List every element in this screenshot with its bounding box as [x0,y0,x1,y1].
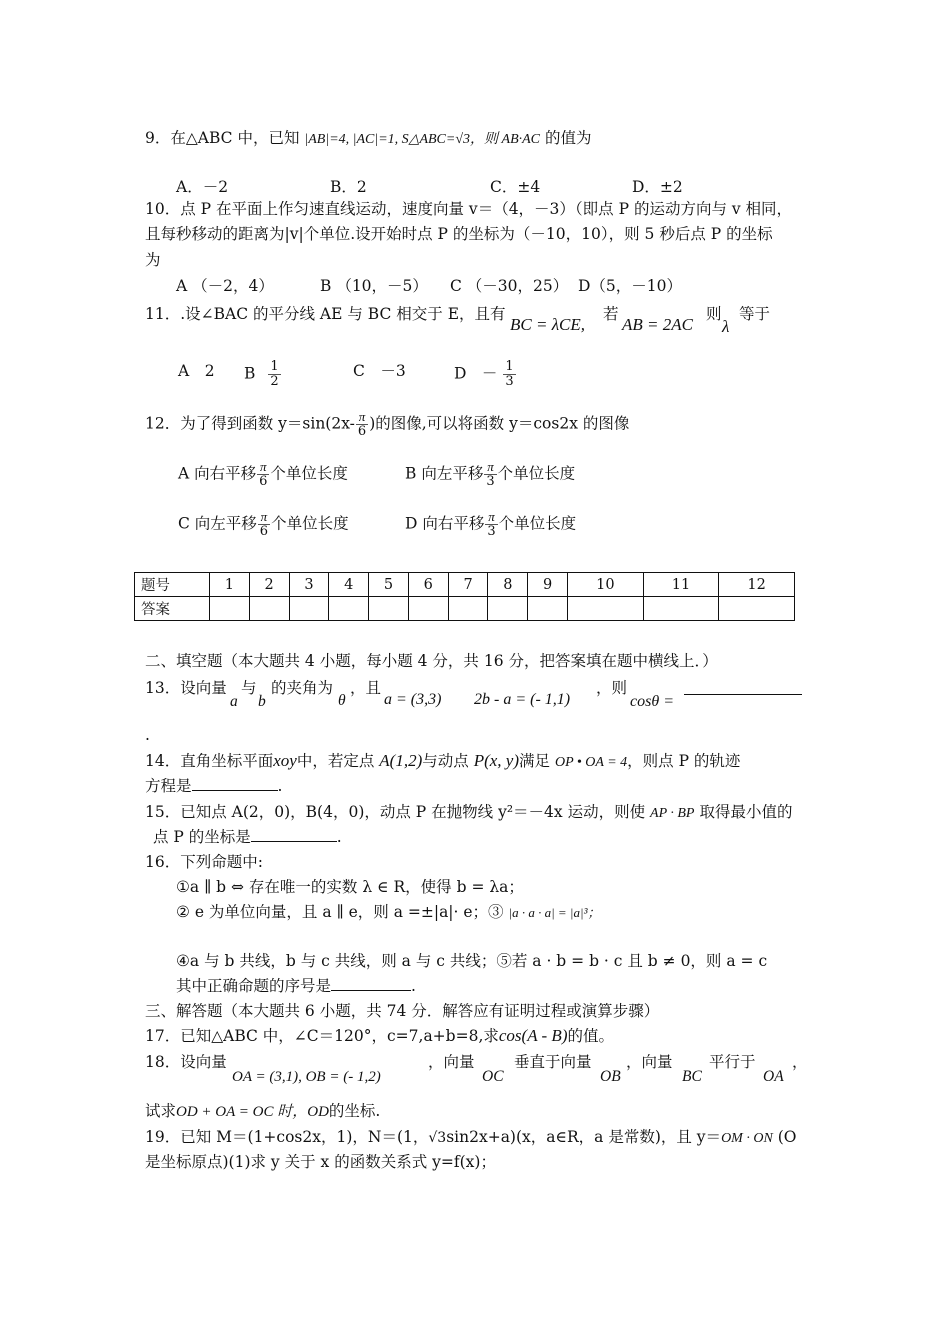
q13-theta: θ [338,692,346,709]
q11-ruo: 若 [603,305,619,323]
answer-cell[interactable] [369,597,409,621]
table-number: 8 [488,573,528,597]
answer-cell[interactable] [408,597,448,621]
q13-yu: 与 [241,679,257,697]
q18-t2: 垂直于向量 [514,1053,592,1071]
table-answer-label: 答案 [135,597,210,621]
answer-cell[interactable] [210,597,250,621]
q12-stem: 12．为了得到函数 y＝sin(2x- $\frac{\pi}{6}$ )的图像,可以将函数 y＝cos2x 的图像 [145,409,630,439]
q13-a: a [230,693,238,710]
q10-line2: 且每秒移动的距离为|v|个单位.设开始时点 P 的坐标为（－10，10），则 5 秒后点 P 的坐标 [145,225,773,243]
q11-cond1: BC = λCE, [510,315,586,334]
q11-lambda: λ [722,317,730,336]
table-number: 12 [719,573,795,597]
q15-line1: 15．已知点 A(2，0)，B(4，0)，动点 P 在抛物线 y²＝－4x 运动，则使 AP · BP 取得最小值的 [145,803,793,821]
q9-option-c: C．±4 [490,178,541,196]
q18-t5: ， [792,1053,808,1071]
q13-ze: ，则 [596,679,628,697]
q16-prop1: ①a ∥ b ⇔ 存在唯一的实数 λ ∈ R，使得 b = λa； [176,878,524,896]
table-number: 5 [369,573,409,597]
q13-cond1: a = (3,3) [384,691,442,708]
q19-line1: 19．已知 M＝(1+cos2x，1)，N＝(1，√3sin2x+a)(x，a∈R，a 是常数)，且 y＝OM · ON (O [145,1128,797,1146]
q16-answer-blank[interactable] [331,976,411,991]
table-number: 4 [329,573,369,597]
answer-cell[interactable] [568,597,644,621]
table-number: 2 [249,573,289,597]
q10-line3: 为 [145,251,161,269]
q13-stem: 13．设向量 [145,679,227,697]
q9-condition: |AB|=4, |AC|=1, S△ABC=√3，则 AB·AC [304,132,541,147]
answer-cell[interactable] [329,597,369,621]
q13-cond2: 2b - a = (- 1,1) [474,691,571,708]
q14-line2: 方程是 . [145,777,283,795]
q18-bc: BC [682,1068,702,1085]
q18-oa: OA [763,1068,784,1085]
q11-option-a: A 2 [178,362,215,380]
q11-half-fraction: $\frac{1}{2}$ [270,359,279,389]
q18-oc: OC [482,1068,504,1085]
q10-option-a: A （－2，4） [176,277,274,295]
q18-ob: OB [600,1068,621,1085]
q19-line2: 是坐标原点)(1)求 y 关于 x 的函数关系式 y=f(x)； [145,1153,496,1171]
q14-line1: 14．直角坐标平面xoy中，若定点 A(1,2)与动点 P(x, y)满足 OP • OA = 4，则点 P 的轨迹 [145,751,741,770]
table-number: 7 [448,573,488,597]
pi-over-6: $\frac{\pi}{6}$ [357,409,367,439]
q9-stem: 9．在△ABC 中，已知 |AB|=4, |AC|=1, S△ABC=√3，则 AB·AC 的值为 [145,129,592,147]
q18-t3: ，向量 [626,1053,673,1071]
q11-option-c: C －3 [353,362,406,380]
q15-vector: AP · BP [650,806,695,821]
q15-answer-blank[interactable] [251,827,337,842]
answer-cell[interactable] [249,597,289,621]
q12-option-b: B 向左平移 $\frac{\pi}{3}$ 个单位长度 [405,459,576,489]
q18-stem: 18．设向量 [145,1053,227,1071]
answer-cell[interactable] [719,597,795,621]
answer-cell[interactable] [289,597,329,621]
q13-dot: . [145,726,150,744]
q13-b: b [258,693,266,710]
section3-heading: 三、解答题（本大题共 6 小题，共 74 分．解答应有证明过程或演算步骤） [145,1002,660,1020]
q18-t1: ，向量 [428,1053,475,1071]
q14-condition: OP • OA = 4 [554,755,628,770]
table-number: 9 [528,573,568,597]
q10-line1: 10．点 P 在平面上作匀速直线运动，速度向量 v＝（4，－3）（即点 P 的运动方向与 v 相同， [145,200,793,218]
q16-prop2: ② e 为单位向量，且 a ∥ e，则 a =±|a|· e；③ |a · a · a| = |a|³； [176,903,601,921]
q15-line2: 点 P 的坐标是 . [153,828,342,846]
table-number: 1 [210,573,250,597]
q10-option-d: D（5，－10） [578,277,683,295]
q10-option-b: B （10，－5） [320,277,428,295]
section2-heading: 二、填空题（本大题共 4 小题，每小题 4 分，共 16 分，把答案填在题中横线上．） [145,652,718,670]
answer-table-answer-row [135,597,795,621]
q16-prop4: ④a 与 b 共线，b 与 c 共线，则 a 与 c 共线；⑤若 a · b = b · c 且 b ≠ 0，则 a = c [176,952,768,970]
table-number: 11 [643,573,719,597]
table-number: 10 [568,573,644,597]
q9-option-a: A．－2 [176,178,229,196]
q13-answer-blank[interactable] [684,680,802,695]
q12-option-a: A 向右平移 $\frac{\pi}{6}$ 个单位长度 [178,459,348,489]
answer-cell[interactable] [528,597,568,621]
q11-cond2: AB = 2AC [622,315,693,334]
q18-t4: 平行于 [709,1053,756,1071]
q18-vectors: OA = (3,1), OB = (- 1,2) [232,1069,381,1085]
q17: 17．已知△ABC 中，∠C＝120°，c=7,a+b=8,求cos(A - B)的值。 [145,1026,614,1045]
answer-cell[interactable] [488,597,528,621]
q12-option-c: C 向左平移 $\frac{\pi}{6}$ 个单位长度 [178,509,349,539]
q13-cos: cosθ = [630,693,674,710]
answer-table [134,572,795,621]
q9-option-d: D．±2 [632,178,683,196]
q11-stem: 11．.设∠BAC 的平分线 AE 与 BC 相交于 E，且有 [145,305,506,323]
q11-option-b: B $\frac{1}{2}$ [244,359,279,389]
table-number: 3 [289,573,329,597]
q16-line-end: 其中正确命题的序号是 . [176,977,416,995]
q11-option-d: D － $\frac{1}{3}$ [454,359,514,389]
table-number: 6 [408,573,448,597]
q9-option-b: B．2 [330,178,367,196]
answer-cell[interactable] [448,597,488,621]
q16-stem: 16．下列命题中: [145,853,263,871]
q11-ze: 则 [706,305,722,323]
q18-line2: 试求OD + OA = OC 时，OD的坐标. [145,1102,381,1120]
q11-third-fraction: $\frac{1}{3}$ [505,359,514,389]
q10-option-c: C （－30，25） [450,277,569,295]
answer-cell[interactable] [643,597,719,621]
q12-option-d: D 向右平移 $\frac{\pi}{3}$ 个单位长度 [405,509,577,539]
q11-tail: 等于 [739,305,771,323]
table-header-label: 题号 [135,573,210,597]
q14-answer-blank[interactable] [192,776,278,791]
q13-angle: 的夹角为 [271,679,334,697]
answer-table-header-row [135,573,795,597]
q13-qie: ，且 [350,679,382,697]
